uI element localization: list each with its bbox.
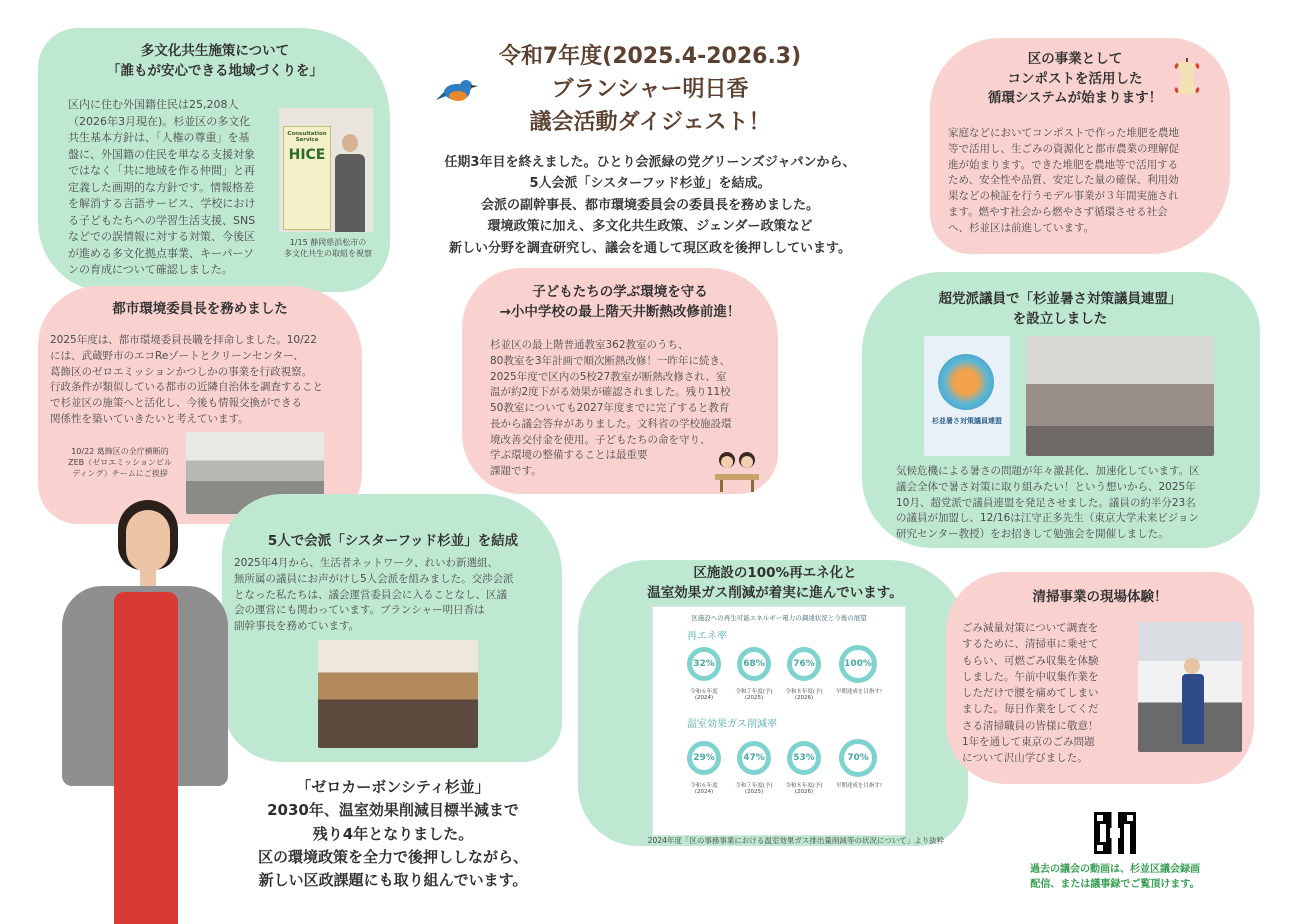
cleaning-heading: 清掃事業の現場体験！ (1032, 589, 1168, 605)
re-ring-2024: 32% (687, 647, 721, 681)
school-heading: 子どもたちの学ぶ環境を守る →小中学校の最上階天井断熱改修前進！ (499, 284, 741, 320)
re-ring-2026: 76% (787, 647, 821, 681)
re-ring-2025: 68% (737, 647, 771, 681)
zeb-caption: 10/22 葛飾区の全庁横断的 ZEB（ゼロエミッションビル ディング）チームにご挨拶 (68, 447, 172, 478)
hamamatsu-photo (279, 108, 373, 232)
intro-text: 任期3年目を終えました。ひとり会派緑の党グリーンズジャパンから、 5人会派「シスターフッド杉並」を結成。 会派の副幹事長、都市環境委員会の委員長を務めました。 環境政策に加え、多文化共生政策、ジェンダー政策など 新しい分野を調査研究し、議会を通して現区政を後押ししています。 (444, 155, 856, 256)
consultation-sign: Consultation Service HICE (283, 126, 331, 230)
renewable-caption: 2024年度「区の事務事業における温室効果ガス排出量削減等の状況について」より抜粋 (647, 836, 945, 845)
apple-core-icon (1174, 58, 1200, 98)
ghg-ring-goal: 70% (839, 739, 877, 777)
re-ring-goal: 100% (839, 645, 877, 683)
urban-env-body: 2025年度は、都市環境委員長職を拝命しました。10/22 には、武蔵野市のエコReゾートとクリーンセンター、 葛飾区のゼロエミッションかつしかの事業を行政視察。 行政条件が類似している都市の近隣自治体を調査すること で杉並区の施策へと活化し、今後も情報交換ができる 関係性を築いていきたいと考えています。 (50, 334, 323, 425)
compost-heading: 区の事業として コンポストを活用した 循環システムが始まります！ (987, 51, 1163, 107)
heat-poster-photo: 杉並暑さ対策議員連盟 (924, 336, 1010, 456)
page-title: 令和7年度(2025.4-2026.3) ブランシャー明日香 議会活動ダイジェスト！ (498, 44, 802, 135)
qr-code-icon[interactable] (1094, 812, 1136, 854)
ghg-ring-2026: 53% (787, 741, 821, 775)
urban-env-heading: 都市環境委員長を務めました (112, 301, 288, 317)
councillor-portrait (56, 500, 234, 924)
multicultural-heading: 多文化共生施策について 「誰もが安心できる地域づくりを」 (107, 43, 323, 79)
heat-group-photo (1026, 336, 1214, 456)
garbage-truck-photo (1138, 622, 1242, 752)
councillor-figure (333, 134, 367, 232)
school-body: 杉並区の最上階普通教室362教室のうち、 80教室を3年計画で順次断熱改修！一昨年に続き、 2025年度で区内の5校27教室が断熱改修され、室 温が約2度下がる効果が確認されました。残り11校 50教室についても2027年度までに完了すると教育 長から議会答弁がありました。文科省の学校施設環 境改善交付金を使用。子どもたちの命を守り、 学ぶ環境の整備することは最重要 課題です。 (490, 339, 732, 477)
renewable-figure: 区施設への再生可能エネルギー電力の調達状況と今後の展望 再エネ率 32% 68% 76% 100% 令和６年度 (2024) 令和７年度(予) (2025) 令和８年度(予) (2026) 早期達成を目指す! 温室効果ガス削減率 29% 47% 53% 70% 令和６年度 (2024) 令和７年度(予) (2025) 令和８年度(予) (2026) 早期達成を目指す! (652, 606, 906, 836)
students-illustration-icon (712, 448, 762, 494)
compost-body: 家庭などにおいてコンポストで作った堆肥を農地 等で活用し、生ごみの資源化と都市農業の理解促 進が始まります。できた堆肥を農地等で活用する ため、安全性や品質、安定した量の確保、利用効 果などの検証を行うモデル事業が３年間実施され ます。燃やす社会から燃やさず循環させる社会 へ、杉並区は前進しています。 (948, 127, 1179, 234)
sisterhood-group-photo (318, 640, 478, 748)
multicultural-body: 区内に住む外国籍住民は25,208人 （2026年3月現在)。杉並区の多文化 共生基本方針は、「人権の尊重」を基 盤に、外国籍の住民を単なる支援対象 ではなく「共に地域を作る仲間」と再 定義した画期的な方針です。情報格差 を解消する言語サービス、学校におけ る子どもたちへの学習生活支援、SNS などでの誤情報に対する対策、今後区 が進める多文化拠点事業、キーパーソ ンの育成について確認しました。 (68, 98, 256, 276)
ghg-ring-2024: 29% (687, 741, 721, 775)
heat-body: 気候危機による暑さの問題が年々激甚化、加速化しています。区 議会全体で暑さ対策に取り組みたい！という想いから、2025年 10月、超党派で議員連盟を発足させました。議員の約半分23名 の議員が加盟し、12/16は江守正多先生（東京大学未来ビジョン 研究センター教授）をお招きして勉強会を開催しました。 (896, 465, 1200, 540)
renewable-heading: 区施設の100%再エネ化と 温室効果ガス削減が着実に進んでいます。 (647, 565, 903, 601)
video-note: 過去の議会の動画は、杉並区議会録画 配信、または議事録でご覧頂けます。 (1030, 864, 1200, 890)
heat-heading: 超党派議員で「杉並暑さ対策議員連盟」 を設立しました (938, 291, 1182, 327)
hamamatsu-caption: 1/15 静岡県浜松市の 多文化共生の取組を視察 (284, 238, 372, 258)
sisterhood-body: 2025年4月から、生活者ネットワーク、れいわ新選組、 無所属の議員にお声がけし5人会派を組みました。交渉会派 となった私たちは、議会運営委員会に入ることなし、区議 会の運営にも関わっています。ブランシャー明日香は 副幹事長を務めています。 (234, 557, 514, 632)
sisterhood-heading: 5人で会派「シスターフッド杉並」を結成 (267, 533, 519, 549)
ghg-ring-2025: 47% (737, 741, 771, 775)
zero-carbon-statement: 「ゼロカーボンシティ杉並」 2030年、温室効果削減目標半減まで 残り4年となりました。 区の環境政策を全力で後押ししながら、 新しい区政課題にも取り組んでいます。 (257, 778, 528, 889)
cleaning-body: ごみ減量対策について調査を するために、清掃車に乗せて もらい、可燃ごみ収集を体験 しました。午前中収集作業を しただけで腰を痛めてしまい ました。毎日作業をしてくだ さる清掃職員の皆様に敬意！ 1年を通して東京のごみ問題 について沢山学びました。 (962, 622, 1099, 765)
